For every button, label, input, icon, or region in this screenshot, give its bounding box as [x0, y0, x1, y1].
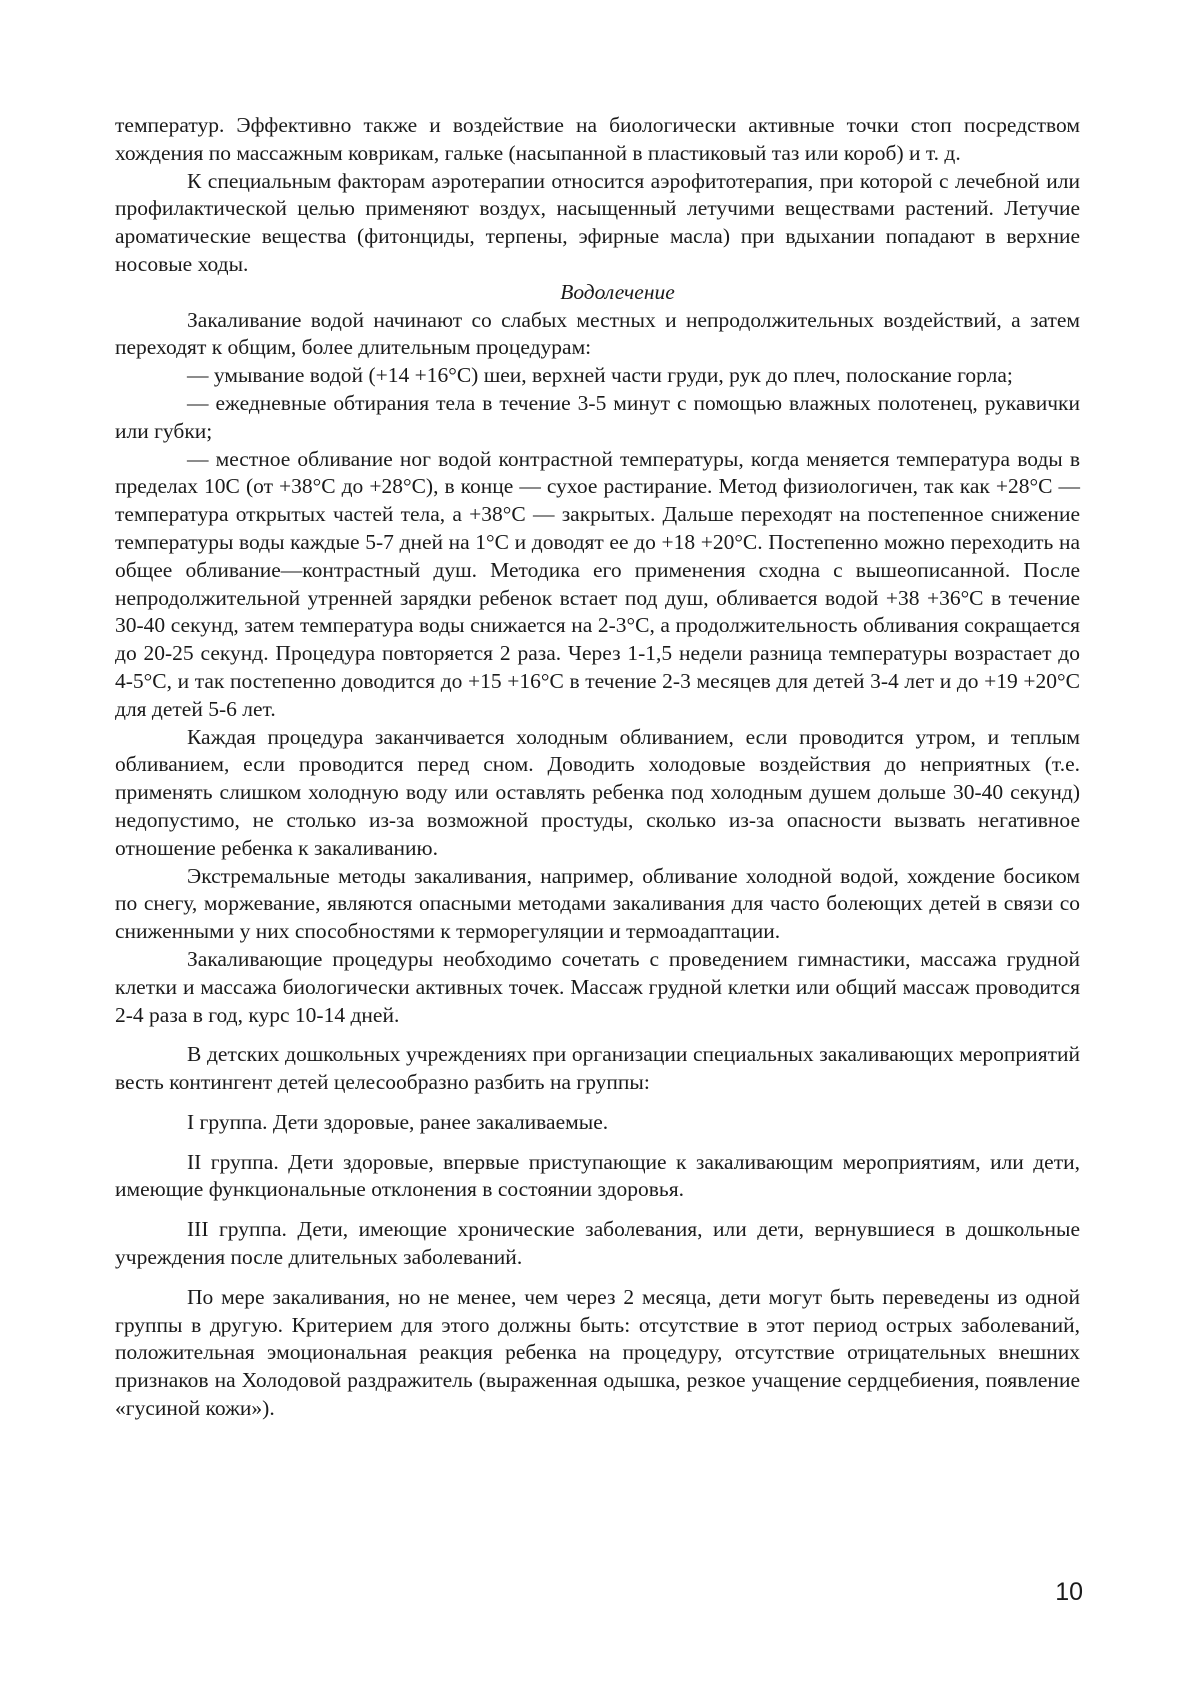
paragraph-water-hardening-intro: Закаливание водой начинают со слабых местных и непродолжительных воздействий, а затем переходят к общим, более длительным процедурам:: [115, 307, 1080, 360]
paragraph-group-transfer: По мере закаливания, но не менее, чем через 2 месяца, дети могут быть переведены из одной группы в другую. Критерием для этого должны быть: отсутствие в этот период острых заболеваний, положительная эмоциональная реакция ребенка на процедуру, отсутствие отрицательных внешних признаков на Холодовой раздражитель (выраженная одышка, резкое учащение сердцебиения, появление «гусиной кожи»).: [115, 1284, 1080, 1421]
paragraph-group-1: I группа. Дети здоровые, ранее закаливаемые.: [187, 1109, 609, 1134]
paragraph-groups-intro: В детских дошкольных учреждениях при организации специальных закаливающих мероприятий весть контингент детей целесообразно разбить на группы:: [115, 1042, 1080, 1095]
paragraph-massage: Закаливающие процедуры необходимо сочетать с проведением гимнастики, массажа грудной клетки и массажа биологически активных точек. Массаж грудной клетки или общий массаж проводится 2-4 раза в год, курс 10-14 дней.: [115, 946, 1080, 1027]
list-item-rubdown: — ежедневные обтирания тела в течение 3-5 минут с помощью влажных полотенец, рукавички или губки;: [115, 390, 1080, 443]
paragraph-extreme-methods: Экстремальные методы закаливания, например, обливание холодной водой, хождение босиком по снегу, моржевание, являются опасными методами закаливания для часто болеющих детей в связи со сниженными у них способностями к терморегуляции и термоадаптации.: [115, 863, 1080, 944]
paragraph-group-3: III группа. Дети, имеющие хронические заболевания, или дети, вернувшиеся в дошкольные учреждения после длительных заболеваний.: [115, 1217, 1080, 1270]
page-body: [115, 112, 1080, 1423]
section-heading-hydrotherapy: Водолечение: [560, 279, 675, 304]
paragraph-procedure-ending: Каждая процедура заканчивается холодным обливанием, если проводится утром, и теплым обливанием, если проводится перед сном. Доводить холодовые воздействия до неприятных (т.е. применять слишком холодную воду или оставлять ребенка под холодным душем дольше 30-40 секунд) недопустимо, не столько из-за возможной простуды, сколько из-за опасности вызвать негативное отношение ребенка к закаливанию.: [115, 724, 1080, 860]
paragraph-stop-points: температур. Эффективно также и воздействие на биологически активные точки стоп посредством хождения по массажным коврикам, гальке (насыпанной в пластиковый таз или короб) и т. д.: [115, 113, 1080, 165]
page-number: 10: [1055, 1578, 1083, 1606]
list-item-washing: — умывание водой (+14 +16°С) шеи, верхней части груди, рук до плеч, полоскание горла;: [187, 363, 1013, 388]
paragraph-group-2: II группа. Дети здоровые, впервые приступающие к закаливающим мероприятиям, или дети, имеющие функциональные отклонения в состоянии здоровья.: [115, 1149, 1080, 1202]
paragraph-aerophytotherapy: К специальным факторам аэротерапии относится аэрофитотерапия, при которой с лечебной или профилактической целью применяют воздух, насыщенный летучими веществами растений. Летучие ароматические вещества (фитонциды, терпены, эфирные масла) при вдыхании попадают в верхние носовые ходы.: [115, 168, 1080, 276]
list-item-contrast-douche: — местное обливание ног водой контрастной температуры, когда меняется температура воды в пределах 10С (от +38°С до +28°С), в конце — сухое растирание. Метод физиологичен, так как +28°С — температура открытых частей тела, а +38°С — закрытых. Дальше переходят на постепенное снижение температуры воды каждые 5-7 дней на 1°С и доводят ее до +18 +20°С. Постепенно можно переходить на общее обливание—контрастный душ. Методика его применения сходна с вышеописанной. После непродолжительной утренней зарядки ребенок встает под душ, обливается водой +38 +36°С в течение 30-40 секунд, затем температура воды снижается на 2-3°С, а продолжительность обливания сокращается до 20-25 секунд. Процедура повторяется 2 раза. Через 1-1,5 недели разница температуры возрастает до 4-5°С, и так постепенно доводится до +15 +16°С в течение 2-3 месяцев для детей 3-4 лет и до +19 +20°С для детей 5-6 лет.: [115, 446, 1080, 721]
